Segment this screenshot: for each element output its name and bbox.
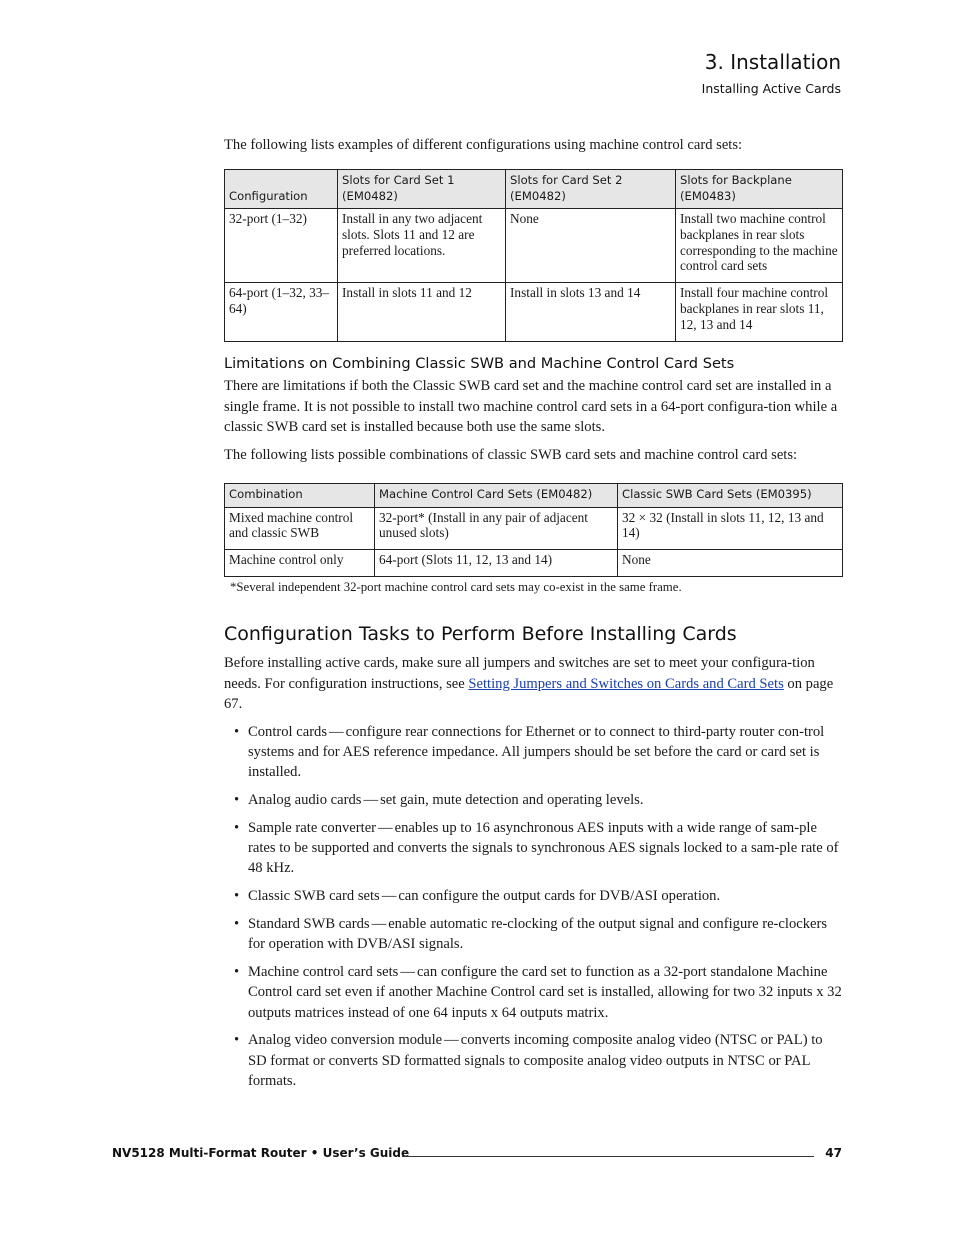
config-tasks-section (224, 623, 842, 1099)
table-row (225, 209, 843, 283)
column-header: Configuration (225, 170, 338, 209)
bullet-icon: • (234, 1032, 240, 1049)
table-cell: Install in slots 13 and 14 (506, 283, 676, 341)
list-item (224, 962, 842, 1023)
footer-rule (402, 1156, 814, 1157)
list-item (224, 818, 842, 879)
footer-doc-title: NV5128 Multi-Format Router • User’s Guide (112, 1146, 410, 1160)
table-cell: Install four machine control backplanes in rear slots 11, 12, 13 and 14 (676, 283, 843, 341)
page-footer (112, 1146, 842, 1164)
table-header-row (225, 170, 843, 209)
limitations-paragraph: There are limitations if both the Classic SWB card set and the machine control card set are installed in a single frame. It is not possible to install two machine control card sets in a 64-port configura-tion while a classic SWB card set is installed because both use the same slots. (224, 378, 838, 435)
em-dash: — (329, 723, 344, 740)
em-dash: — (363, 791, 379, 808)
list-item (224, 722, 842, 783)
jumpers-switches-link[interactable]: Setting Jumpers and Switches on Cards and Card Sets (468, 675, 784, 692)
item-term: Sample rate converter (248, 819, 377, 836)
em-dash: — (378, 819, 393, 836)
table-cell: Machine control only (225, 550, 375, 577)
table-cell: Install in any two adjacent slots. Slots 11 and 12 are preferred locations. (338, 209, 506, 283)
table-cell: 32-port* (Install in any pair of adjacent unused slots) (375, 507, 618, 550)
column-header: Slots for Card Set 1 (EM0482) (338, 170, 506, 209)
combo-table (224, 483, 843, 577)
config-tasks-heading: Configuration Tasks to Perform Before Installing Cards (224, 623, 737, 645)
table-cell: None (618, 550, 843, 577)
em-dash: — (400, 963, 415, 980)
column-header: Slots for Backplane (EM0483) (676, 170, 843, 209)
item-desc: enable automatic re-clocking of the output signal and configure re-clockers for operation with DVB/ASI signals. (248, 915, 828, 953)
item-desc: enables up to 16 asynchronous AES inputs with a wide range of sam-ple rates to be supported and converts the signals to synchronous AES signals locked to a sam-ple rate of 48 kHz. (248, 819, 839, 877)
limitations-section (224, 355, 842, 465)
column-header: Classic SWB Card Sets (EM0395) (618, 484, 843, 508)
em-dash: — (381, 888, 397, 905)
item-term: Analog video conversion module (248, 1032, 443, 1049)
bullet-icon: • (234, 888, 240, 905)
em-dash: — (371, 915, 387, 932)
item-term: Machine control card sets (248, 963, 399, 980)
intro-block (224, 135, 842, 156)
combinations-intro: The following lists possible combinations of classic SWB card sets and machine control card sets: (224, 446, 798, 463)
bullet-icon: • (234, 819, 240, 836)
item-term: Control cards (248, 723, 328, 740)
intro-paragraph: The following lists examples of different configurations using machine control card sets: (224, 137, 743, 153)
table-cell: 64-port (Slots 11, 12, 13 and 14) (375, 550, 618, 577)
item-desc: can configure the card set to function as a 32-port standalone Machine Control card set even if another Machine Control card set is installed, allowing for two 32 inputs x 32 outputs matrices instead of one 64 inputs x 64 outputs matrix. (248, 963, 842, 1021)
table-cell: Install in slots 11 and 12 (338, 283, 506, 341)
table-cell: Mixed machine control and classic SWB (225, 507, 375, 550)
config-tasks-intro (224, 653, 842, 715)
list-item (224, 790, 842, 810)
intro-page-ref: on page 67. (224, 675, 834, 712)
table-footnote: *Several independent 32-port machine control card sets may co-exist in the same frame. (230, 579, 682, 594)
item-desc: configure rear connections for Ethernet or to connect to third-party router con-trol systems and for AES reference impedance. All jumpers should be set before the card or card set is installed. (248, 723, 825, 781)
table-cell: 64-port (1–32, 33–64) (225, 283, 338, 341)
item-term: Classic SWB card sets (248, 888, 380, 905)
table-header-row (225, 484, 843, 508)
table-cell: 32 × 32 (Install in slots 11, 12, 13 and 14) (618, 507, 843, 550)
list-item (224, 914, 842, 955)
page-number: 47 (825, 1146, 842, 1160)
item-term: Analog audio cards (248, 791, 362, 808)
bullet-icon: • (234, 915, 240, 932)
chapter-title: 3. Installation (704, 50, 841, 74)
config-table-block (224, 169, 842, 342)
column-header: Machine Control Card Sets (EM0482) (375, 484, 618, 508)
combo-table-block (224, 483, 842, 595)
item-desc: converts incoming composite analog video (NTSC or PAL) to SD format or converts SD formatted signals to composite analog video outputs in NTSC or PAL formats. (248, 1032, 823, 1089)
table-row (225, 507, 843, 550)
list-item (224, 886, 842, 906)
limitations-heading: Limitations on Combining Classic SWB and Machine Control Card Sets (224, 355, 735, 372)
column-header: Slots for Card Set 2 (EM0482) (506, 170, 676, 209)
table-row (225, 550, 843, 577)
column-header: Combination (225, 484, 375, 508)
bullet-icon: • (234, 963, 240, 980)
table-row (225, 283, 843, 341)
intro-text: Before installing active cards, make sure all jumpers and switches are set to meet your configura-tion needs. For configuration instructions, see (224, 655, 815, 692)
table-cell: Install two machine control backplanes in rear slots corresponding to the machine control card sets (676, 209, 843, 283)
config-table (224, 169, 843, 342)
list-item (224, 1030, 842, 1091)
config-task-list (224, 722, 842, 1092)
bullet-icon: • (234, 791, 240, 808)
item-term: Standard SWB cards (248, 915, 370, 932)
section-subtitle: Installing Active Cards (701, 81, 841, 96)
item-desc: set gain, mute detection and operating levels. (380, 791, 644, 808)
table-cell: None (506, 209, 676, 283)
em-dash: — (444, 1032, 459, 1049)
bullet-icon: • (234, 723, 240, 740)
table-cell: 32-port (1–32) (225, 209, 338, 283)
item-desc: can configure the output cards for DVB/ASI operation. (398, 888, 721, 905)
